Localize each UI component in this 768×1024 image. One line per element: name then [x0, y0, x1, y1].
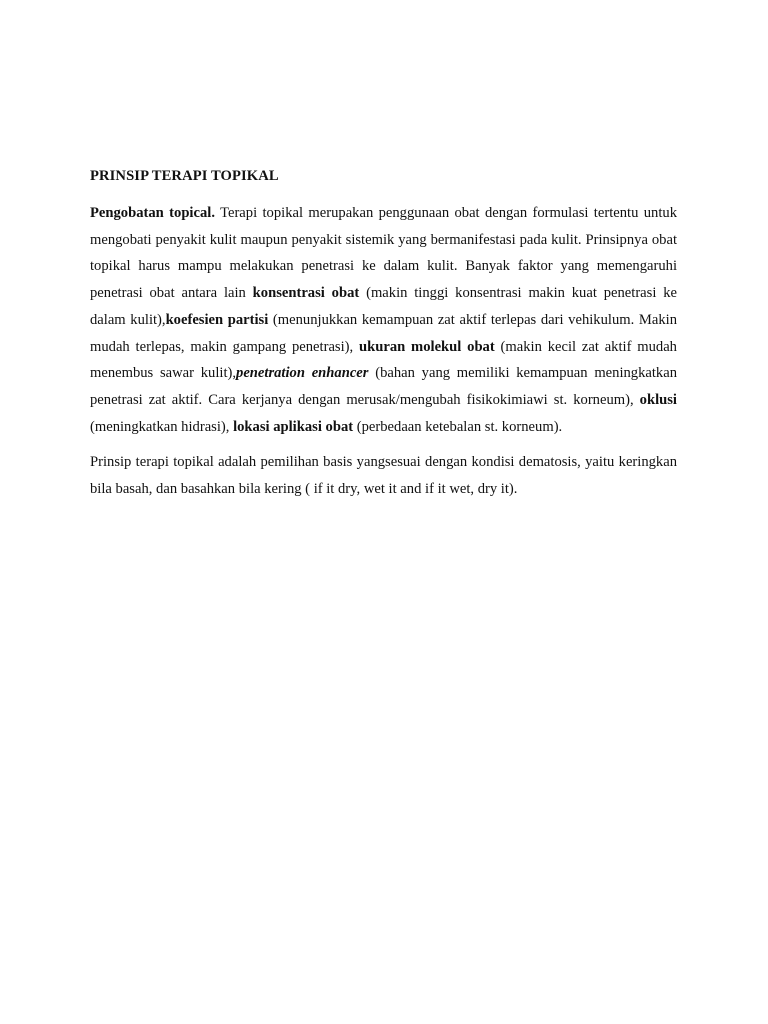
text-segment: (meningkatkan hidrasi), — [90, 418, 234, 435]
term-koefesien-partisi: koefesien partisi — [165, 311, 269, 328]
text-segment: (menunjukkan kemampuan zat aktif terlepas dari vehikulum. Makin mudah terlepas, makin gampang penetrasi), — [90, 311, 677, 355]
document-page — [90, 166, 677, 503]
text-segment: (bahan yang memiliki kemampuan meningkatkan penetrasi zat aktif. Cara kerjanya dengan merusak/mengubah fisikokimiawi st. korneum), — [90, 365, 677, 408]
document-title: PRINSIP TERAPI TOPIKAL — [90, 168, 279, 184]
term-konsentrasi-obat: konsentrasi obat — [252, 285, 360, 302]
term-lokasi-aplikasi-obat: lokasi aplikasi obat — [233, 418, 354, 435]
lead-term: Pengobatan topical. — [90, 205, 215, 221]
text-segment: (makin kecil zat aktif mudah menembus sawar kulit), — [90, 338, 677, 382]
text-segment: (makin tinggi konsentrasi makin kuat penetrasi ke dalam kulit), — [90, 285, 678, 328]
term-oklusi: oklusi — [639, 391, 677, 408]
term-penetration-enhancer: penetration enhancer — [236, 365, 369, 382]
text-segment: Terapi topikal merupakan penggunaan obat dengan formulasi tertentu untuk mengobati penyakit kulit maupun penyakit sistemik yang bermanifestasi pada kulit. Prinsipnya obat topikal harus mampu melakukan penetrasi ke dalam kulit. Banyak faktor yang memengaruhi penetrasi obat antara lain — [90, 205, 677, 302]
paragraph-prinsip-terapi: Prinsip terapi topikal adalah pemilihan basis yangsesuai dengan kondisi dematosis, yaitu keringkan bila basah, dan basahkan bila kering ( if it dry, wet it and if it wet, dry it). — [90, 454, 677, 498]
term-ukuran-molekul-obat: ukuran molekul obat — [359, 338, 495, 355]
text-segment: (perbedaan ketebalan st. korneum). — [353, 418, 563, 435]
paragraph-pengobatan-topical — [90, 200, 677, 440]
